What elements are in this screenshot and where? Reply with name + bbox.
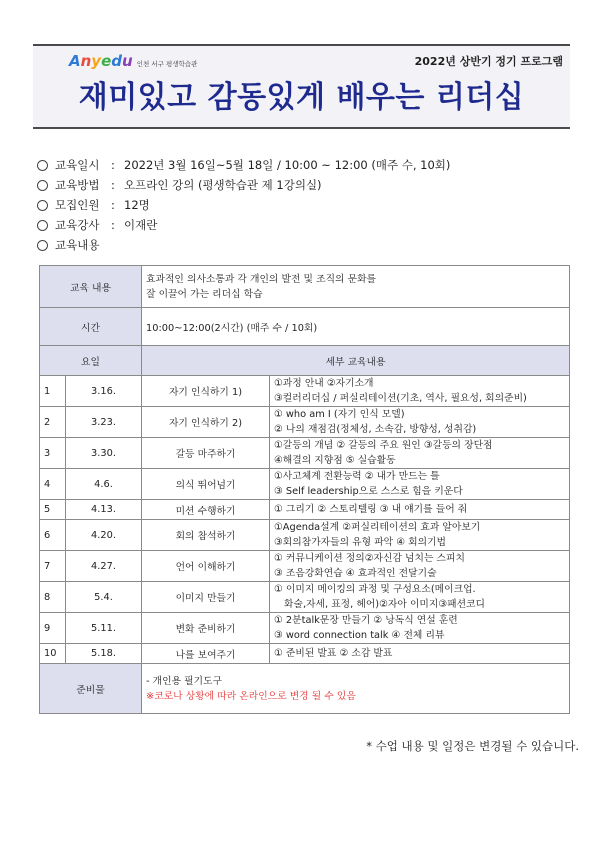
session-number: 8: [40, 582, 66, 613]
session-number: 7: [40, 551, 66, 582]
session-detail: [270, 582, 570, 613]
table-row: [40, 376, 570, 407]
session-date: 3.30.: [66, 438, 142, 469]
table-row-time: [40, 308, 570, 346]
session-date: 3.23.: [66, 407, 142, 438]
logo-letter: n: [80, 52, 92, 70]
session-detail: [270, 376, 570, 407]
table-row: [40, 407, 570, 438]
session-detail: [270, 469, 570, 500]
info-row-schedule: [37, 155, 577, 175]
prep-text: - 개인용 필기도구: [146, 675, 223, 687]
info-row-method: [37, 175, 577, 195]
detail-line: ① 이미지 메이킹의 과정 및 구성요소(메이크업.: [274, 584, 476, 595]
logo-letter: A: [69, 52, 81, 70]
table-row: [40, 500, 570, 520]
day-column-header: 요일: [40, 346, 142, 376]
logo-letter: d: [111, 52, 123, 70]
circle-bullet-icon: [37, 180, 48, 191]
content-line: 효과적인 의사소통과 각 개인의 발전 및 조직의 문화를: [146, 273, 377, 285]
info-key: 교육강사: [55, 218, 100, 232]
detail-line: ①갈등의 개념 ② 갈등의 주요 원인 ③갈등의 장단점: [274, 440, 493, 451]
table-row: [40, 520, 570, 551]
program-period: 2022년 상반기 정기 프로그램: [414, 55, 563, 68]
info-value: 2022년 3월 16일~5월 18일 / 10:00 ~ 12:00 (매주 수, 10회): [124, 158, 451, 172]
content-label: 교육 내용: [40, 266, 142, 308]
table-row: [40, 469, 570, 500]
detail-line: ① 준비된 발표 ② 소감 발표: [274, 648, 393, 659]
table-row: [40, 613, 570, 644]
session-topic: 자기 인식하기 1): [142, 376, 270, 407]
session-number: 10: [40, 644, 66, 664]
detail-column-header: 세부 교육내용: [142, 346, 570, 376]
detail-line: ② 나의 재점검(정체성, 소속감, 방향성, 성취감): [274, 424, 477, 435]
info-row-capacity: [37, 195, 577, 215]
detail-line: ①사고체계 전환능력 ② 내가 만드는 틀: [274, 471, 440, 482]
session-number: 1: [40, 376, 66, 407]
session-date: 4.27.: [66, 551, 142, 582]
session-date: 5.18.: [66, 644, 142, 664]
session-number: 2: [40, 407, 66, 438]
session-detail: [270, 613, 570, 644]
detail-line: ④해결의 지향점 ⑤ 실습활동: [274, 455, 396, 466]
session-topic: 미션 수행하기: [142, 500, 270, 520]
detail-line: ③ 조음강화연습 ④ 효과적인 전달기술: [274, 568, 437, 579]
info-separator: :: [111, 218, 115, 232]
session-topic: 의식 뛰어넘기: [142, 469, 270, 500]
session-topic: 나를 보여주기: [142, 644, 270, 664]
time-text: 10:00~12:00(2시간) (매주 수 / 10회): [142, 308, 570, 346]
table-row: [40, 551, 570, 582]
table-row-content: [40, 266, 570, 308]
session-detail: [270, 644, 570, 664]
session-number: 9: [40, 613, 66, 644]
info-value: 오프라인 강의 (평생학습관 제 1강의실): [124, 178, 322, 192]
schedule-change-note: * 수업 내용 및 일정은 변경될 수 있습니다.: [366, 739, 579, 753]
session-detail: [270, 438, 570, 469]
session-date: 4.6.: [66, 469, 142, 500]
info-key: 교육일시: [55, 158, 100, 172]
info-row-content: [37, 235, 577, 255]
detail-line: ① 2분talk문장 만들기 ② 낭독식 연설 훈련: [274, 615, 458, 626]
detail-line: ① 그리기 ② 스토리텔링 ③ 내 얘기를 들어 줘: [274, 504, 468, 515]
detail-line: ①Agenda설계 ②퍼실리테이션의 효과 알아보기: [274, 522, 481, 533]
prep-notice: ※코로나 상황에 따라 온라인으로 변경 될 수 있음: [146, 690, 356, 702]
circle-bullet-icon: [37, 200, 48, 211]
session-detail: [270, 407, 570, 438]
detail-line: 화술,자세, 표정, 헤어)②자아 이미지③패션코디: [284, 599, 485, 610]
detail-line: ① 커뮤니케이션 정의②자신감 넘치는 스피치: [274, 553, 465, 564]
session-topic: 이미지 만들기: [142, 582, 270, 613]
anyedu-logo: [69, 52, 197, 70]
session-date: 4.20.: [66, 520, 142, 551]
session-topic: 회의 참석하기: [142, 520, 270, 551]
logo-letter: y: [91, 52, 102, 70]
logo-wordmark: [69, 52, 133, 70]
session-topic: 언어 이해하기: [142, 551, 270, 582]
course-info-list: [37, 155, 577, 255]
detail-line: ③회의참가자들의 유형 파악 ④ 회의기법: [274, 537, 446, 548]
session-topic: 자기 인식하기 2): [142, 407, 270, 438]
circle-bullet-icon: [37, 240, 48, 251]
session-topic: 갈등 마주하기: [142, 438, 270, 469]
session-topic: 변화 준비하기: [142, 613, 270, 644]
info-key: 교육방법: [55, 178, 100, 192]
time-label: 시간: [40, 308, 142, 346]
session-rows: [40, 376, 570, 664]
detail-line: ③컬러리더십 / 퍼실리테이션(기초, 역사, 필요성, 회의준비): [274, 393, 527, 404]
circle-bullet-icon: [37, 220, 48, 231]
detail-line: ①과정 안내 ②자기소개: [274, 378, 374, 389]
info-separator: :: [111, 198, 115, 212]
info-value: 12명: [124, 198, 150, 212]
page-title: 재미있고 감동있게 배우는 리더십: [78, 80, 525, 115]
session-date: 5.11.: [66, 613, 142, 644]
content-text: [142, 266, 570, 308]
detail-line: ③ word connection talk ④ 전체 리뷰: [274, 630, 445, 641]
info-separator: :: [111, 158, 115, 172]
content-line: 잘 이끌어 가는 리더십 학습: [146, 288, 263, 300]
detail-line: ① who am I (자기 인식 모델): [274, 409, 405, 420]
session-number: 5: [40, 500, 66, 520]
info-key: 교육내용: [55, 238, 100, 252]
table-row-prep: [40, 664, 570, 714]
prep-label: 준비물: [40, 664, 142, 714]
program-header: [33, 44, 570, 129]
table-header-row: [40, 346, 570, 376]
detail-line: ③ Self leadership으로 스스로 힘을 키운다: [274, 486, 463, 497]
logo-subtitle: 인천 서구 평생학습관: [136, 60, 198, 68]
session-detail: [270, 500, 570, 520]
info-key: 모집인원: [55, 198, 100, 212]
session-number: 6: [40, 520, 66, 551]
prep-content: [142, 664, 570, 714]
logo-letter: e: [101, 52, 112, 70]
session-detail: [270, 551, 570, 582]
session-date: 3.16.: [66, 376, 142, 407]
session-number: 3: [40, 438, 66, 469]
table-row: [40, 582, 570, 613]
curriculum-table: [39, 265, 570, 714]
circle-bullet-icon: [37, 160, 48, 171]
table-row: [40, 438, 570, 469]
session-number: 4: [40, 469, 66, 500]
logo-letter: u: [122, 52, 133, 70]
table-row: [40, 644, 570, 664]
session-detail: [270, 520, 570, 551]
info-value: 이재란: [124, 218, 158, 232]
session-date: 4.13.: [66, 500, 142, 520]
info-row-instructor: [37, 215, 577, 235]
info-separator: :: [111, 178, 115, 192]
session-date: 5.4.: [66, 582, 142, 613]
